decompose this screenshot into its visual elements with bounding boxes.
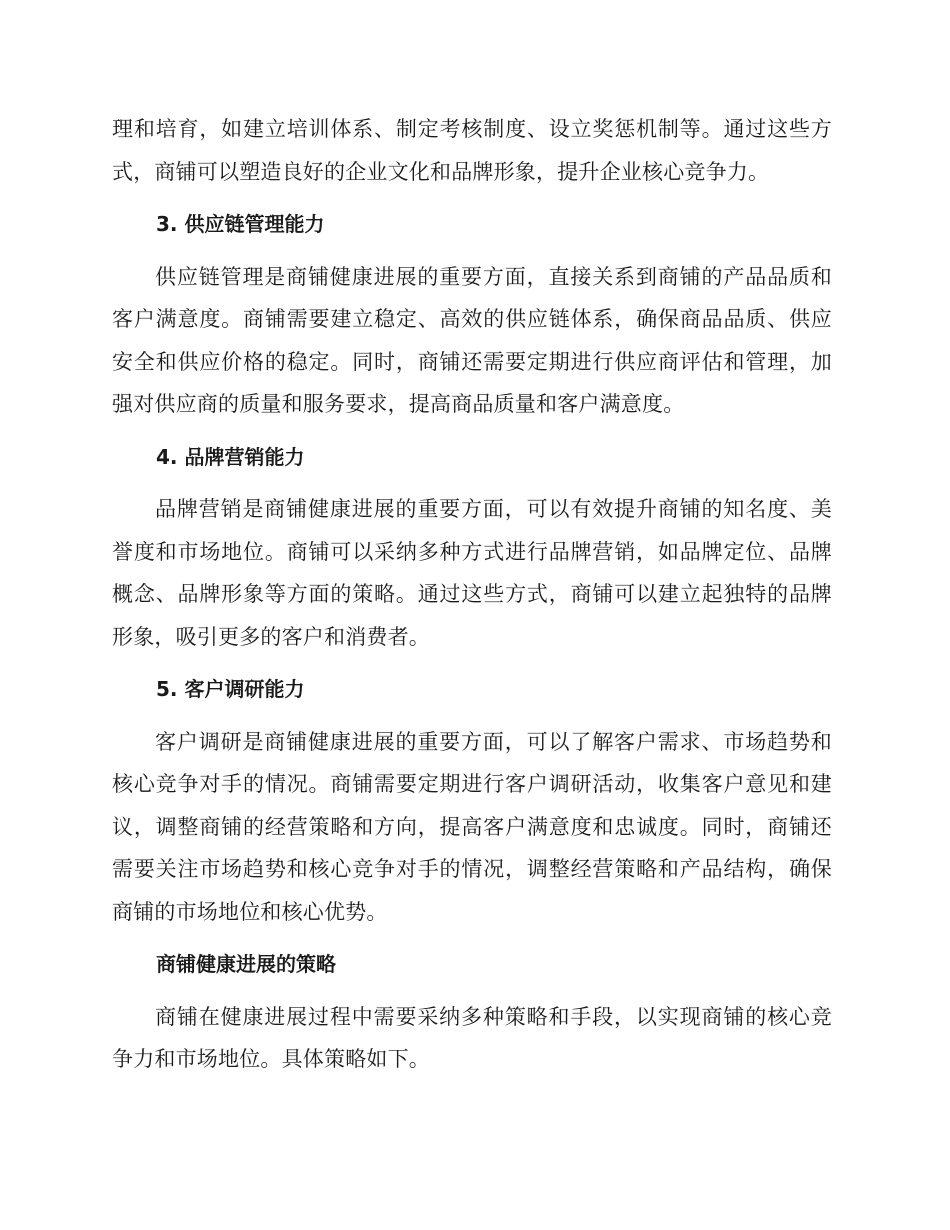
paragraph-customer-research: 客户调研是商铺健康进展的重要方面，可以了解客户需求、市场趋势和核心竞争对手的情况。商铺需要定期进行客户调研活动，收集客户意见和建议，调整商铺的经营策略和方向，提高客户满意度和忠诚度。同时，商铺还需要关注市场趋势和核心竞争对手的情况，调整经营策略和产品结构，确保商铺的市场地位和核心优势。 <box>112 729 832 924</box>
document-page <box>112 108 832 1081</box>
section-heading-strategy: 商铺健康进展的策略 <box>156 952 336 976</box>
section-heading-customer-research: 5. 客户调研能力 <box>156 677 305 701</box>
section-heading-brand-marketing: 4. 品牌营销能力 <box>156 444 305 469</box>
paragraph-supply-chain: 供应链管理是商铺健康进展的重要方面，直接关系到商铺的产品品质和客户满意度。商铺需要建立稳定、高效的供应链体系，确保商品品质、供应安全和供应价格的稳定。同时，商铺还需要定期进行供应商评估和管理，加强对供应商的质量和服务要求，提高商品质量和客户满意度。 <box>112 264 832 416</box>
section-heading-supply-chain: 3. 供应链管理能力 <box>156 212 325 236</box>
paragraph-continuation: 理和培育，如建立培训体系、制定考核制度、设立奖惩机制等。通过这些方式，商铺可以塑造良好的企业文化和品牌形象，提升企业核心竞争力。 <box>112 117 832 184</box>
paragraph-strategy: 商铺在健康进展过程中需要采纳多种策略和手段，以实现商铺的核心竞争力和市场地位。具体策略如下。 <box>112 1004 832 1071</box>
paragraph-brand-marketing: 品牌营销是商铺健康进展的重要方面，可以有效提升商铺的知名度、美誉度和市场地位。商铺可以采纳多种方式进行品牌营销，如品牌定位、品牌概念、品牌形象等方面的策略。通过这些方式，商铺可以建立起独特的品牌形象，吸引更多的客户和消费者。 <box>112 497 832 649</box>
